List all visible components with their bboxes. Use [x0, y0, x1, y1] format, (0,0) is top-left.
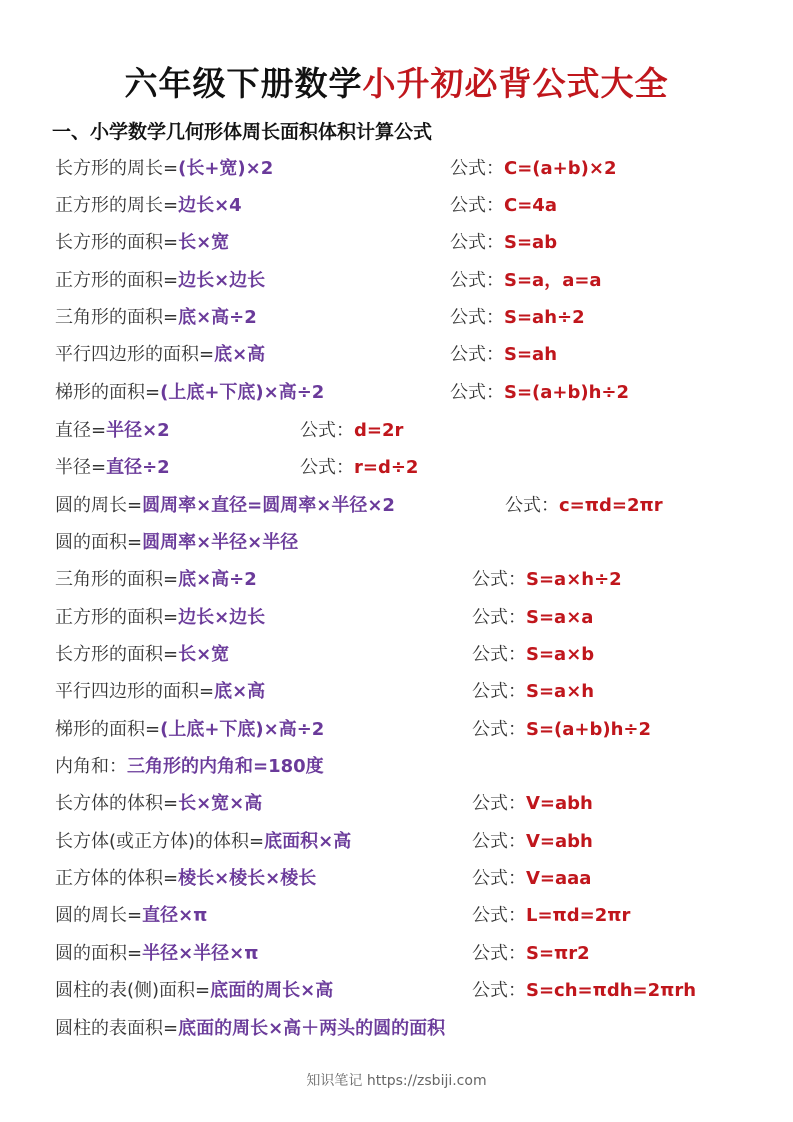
row-label: 圆的面积=: [55, 943, 143, 964]
formula-label: 公式：: [472, 681, 526, 702]
formula-row: [55, 193, 775, 219]
row-label: 长方形的周长=: [55, 158, 179, 179]
row-formula: [472, 679, 594, 705]
formula-label: 公式：: [472, 943, 526, 964]
formula-value: V=abh: [526, 793, 593, 814]
formula-label: 公式：: [472, 644, 526, 665]
row-label: 圆柱的表面积=: [55, 1018, 179, 1039]
formula-label: 公式：: [450, 382, 504, 403]
row-formula: [472, 567, 622, 593]
formula-label: 公式：: [472, 793, 526, 814]
row-formula: [472, 791, 593, 817]
row-label: 圆的周长=: [55, 495, 143, 516]
row-formula: [472, 605, 593, 631]
row-label: 正方形的面积=: [55, 270, 179, 291]
row-expression: 底×高: [214, 344, 266, 365]
formula-row: [55, 455, 775, 481]
row-label: 正方形的周长=: [55, 195, 179, 216]
formula-value: V=abh: [526, 831, 593, 852]
formula-value: S=ah÷2: [504, 307, 585, 328]
row-expression: (长+宽)×2: [178, 158, 274, 179]
formula-row: [55, 978, 775, 1004]
row-label: 半径=: [55, 457, 107, 478]
formula-value: S=a×b: [526, 644, 595, 665]
row-formula: [450, 230, 557, 256]
formula-row: [55, 156, 775, 182]
row-expression: 底面的周长×高＋两头的圆的面积: [178, 1018, 446, 1039]
row-formula: [450, 342, 557, 368]
row-formula: [505, 493, 663, 519]
formula-row: [55, 754, 775, 780]
formula-row: [55, 493, 775, 519]
row-expression: (上底+下底)×高÷2: [160, 382, 325, 403]
row-expression: 边长×4: [178, 195, 242, 216]
row-label: 长方形的面积=: [55, 644, 179, 665]
formula-label: 公式：: [450, 344, 504, 365]
formula-row: [55, 305, 775, 331]
row-formula: [472, 941, 590, 967]
formula-value: S=ah: [504, 344, 558, 365]
row-expression: 圆周率×半径×半径: [142, 532, 299, 553]
formula-label: 公式：: [450, 270, 504, 291]
row-expression: (上底+下底)×高÷2: [160, 719, 325, 740]
row-formula: [450, 268, 602, 294]
row-expression: 边长×边长: [178, 607, 266, 628]
row-label: 长方体的体积=: [55, 793, 179, 814]
row-label: 三角形的面积=: [55, 569, 179, 590]
formula-label: 公式：: [300, 420, 354, 441]
formula-row: [55, 642, 775, 668]
formula-label: 公式：: [472, 905, 526, 926]
row-formula: [300, 455, 418, 481]
row-expression: 底面积×高: [264, 831, 352, 852]
formula-label: 公式：: [472, 831, 526, 852]
row-label: 正方形的面积=: [55, 607, 179, 628]
row-formula: [472, 717, 651, 743]
title-black-part: 六年级下册数学: [124, 64, 363, 103]
formula-value: L=πd=2πr: [526, 905, 631, 926]
row-expression: 三角形的内角和=180度: [127, 756, 324, 777]
row-formula: [472, 866, 591, 892]
row-label: 梯形的面积=: [55, 719, 161, 740]
row-label: 长方形的面积=: [55, 232, 179, 253]
formula-label: 公式：: [450, 195, 504, 216]
formula-value: S=a×h÷2: [526, 569, 622, 590]
formula-value: S=a×a: [526, 607, 594, 628]
row-label: 内角和：: [55, 756, 127, 777]
row-label: 直径=: [55, 420, 107, 441]
formula-value: S=ch=πdh=2πrh: [526, 980, 697, 1001]
formula-row: [55, 230, 775, 256]
row-expression: 长×宽×高: [178, 793, 263, 814]
row-expression: 长×宽: [178, 644, 230, 665]
row-expression: 棱长×棱长×棱长: [178, 868, 317, 889]
row-label: 圆的面积=: [55, 532, 143, 553]
row-expression: 边长×边长: [178, 270, 266, 291]
row-expression: 半径×半径×π: [142, 943, 259, 964]
row-label: 平行四边形的面积=: [55, 344, 215, 365]
row-formula: [450, 305, 585, 331]
row-formula: [472, 978, 696, 1004]
title-red-part: 小升初必背公式大全: [362, 64, 669, 103]
formula-row: [55, 380, 775, 406]
formula-row: [55, 717, 775, 743]
row-formula: [450, 380, 629, 406]
formula-row: [55, 679, 775, 705]
formula-row: [55, 1016, 775, 1042]
formula-value: r=d÷2: [354, 457, 419, 478]
formula-row: [55, 903, 775, 929]
row-formula: [300, 418, 403, 444]
formula-value: S=a，a=a: [504, 270, 602, 291]
formula-label: 公式：: [450, 158, 504, 179]
formula-label: 公式：: [472, 719, 526, 740]
row-expression: 底面的周长×高: [210, 980, 334, 1001]
row-formula: [472, 903, 630, 929]
formula-row: [55, 866, 775, 892]
row-formula: [472, 642, 594, 668]
page-title: [0, 58, 793, 105]
formula-row: [55, 530, 775, 556]
row-expression: 底×高: [214, 681, 266, 702]
row-expression: 直径÷2: [106, 457, 170, 478]
formula-label: 公式：: [505, 495, 559, 516]
row-expression: 长×宽: [178, 232, 230, 253]
formula-value: C=4a: [504, 195, 557, 216]
formula-row: [55, 605, 775, 631]
formula-value: C=(a+b)×2: [504, 158, 617, 179]
formula-value: d=2r: [354, 420, 404, 441]
formula-row: [55, 791, 775, 817]
formula-value: c=πd=2πr: [559, 495, 663, 516]
row-formula: [450, 156, 616, 182]
formula-label: 公式：: [450, 307, 504, 328]
row-label: 正方体的体积=: [55, 868, 179, 889]
formula-label: 公式：: [450, 232, 504, 253]
formula-label: 公式：: [472, 607, 526, 628]
formula-value: S=(a+b)h÷2: [504, 382, 630, 403]
row-expression: 底×高÷2: [178, 569, 257, 590]
row-label: 平行四边形的面积=: [55, 681, 215, 702]
row-label: 圆的周长=: [55, 905, 143, 926]
formula-value: S=ab: [504, 232, 558, 253]
row-label: 三角形的面积=: [55, 307, 179, 328]
formula-label: 公式：: [472, 868, 526, 889]
row-formula: [450, 193, 557, 219]
formula-value: S=πr2: [526, 943, 590, 964]
row-label: 圆柱的表(侧)面积=: [55, 980, 211, 1001]
formula-row: [55, 342, 775, 368]
formula-row: [55, 829, 775, 855]
formula-row: [55, 567, 775, 593]
formula-value: V=aaa: [526, 868, 592, 889]
formula-label: 公式：: [472, 980, 526, 1001]
footer-watermark: 知识笔记 https://zsbiji.com: [306, 1073, 487, 1089]
row-expression: 半径×2: [106, 420, 170, 441]
formula-row: [55, 418, 775, 444]
row-label: 梯形的面积=: [55, 382, 161, 403]
formula-label: 公式：: [472, 569, 526, 590]
formula-row: [55, 268, 775, 294]
row-label: 长方体(或正方体)的体积=: [55, 831, 265, 852]
formula-row: [55, 941, 775, 967]
formula-label: 公式：: [300, 457, 354, 478]
section-heading: 一、小学数学几何形体周长面积体积计算公式: [52, 121, 433, 143]
row-expression: 直径×π: [142, 905, 208, 926]
row-formula: [472, 829, 593, 855]
formula-value: S=a×h: [526, 681, 595, 702]
row-expression: 圆周率×直径=圆周率×半径×2: [142, 495, 395, 516]
row-expression: 底×高÷2: [178, 307, 257, 328]
formula-value: S=(a+b)h÷2: [526, 719, 652, 740]
